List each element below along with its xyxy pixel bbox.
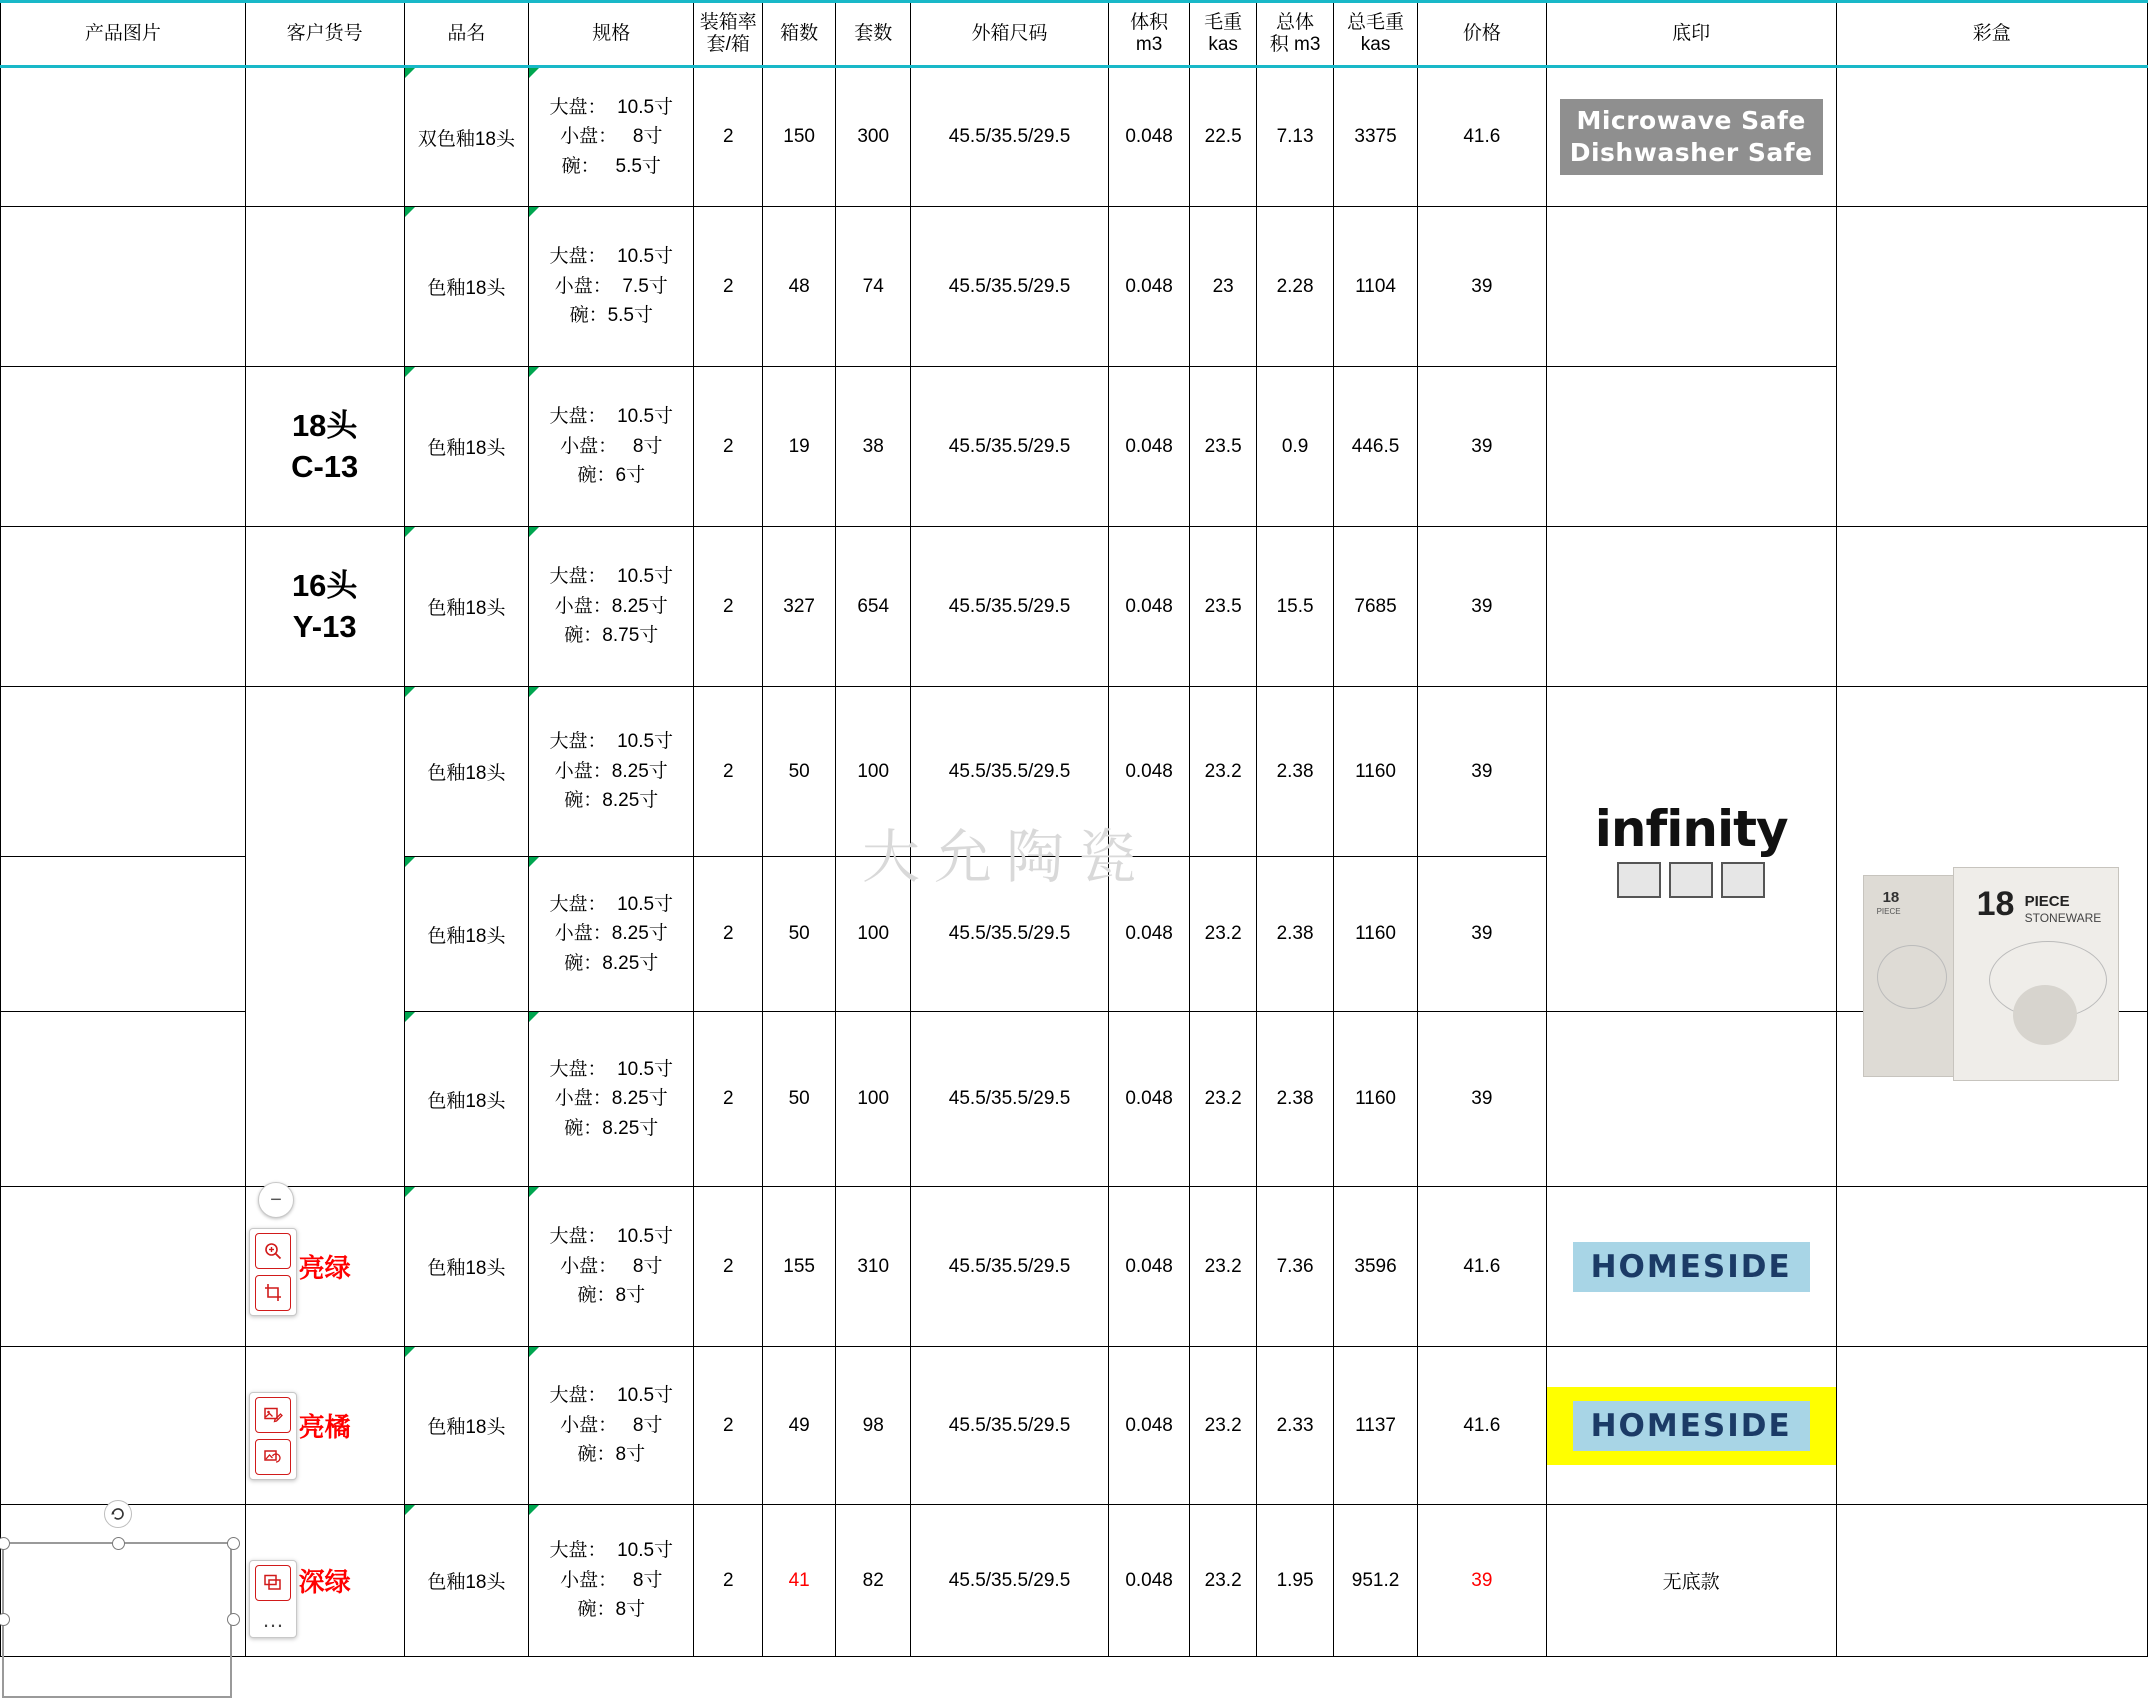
volume-cell[interactable]: 0.048: [1108, 207, 1190, 367]
carton-size-cell[interactable]: 45.5/35.5/29.5: [911, 687, 1109, 857]
carton-size-cell[interactable]: 45.5/35.5/29.5: [911, 367, 1109, 527]
customer-code-cell[interactable]: [245, 527, 404, 687]
crop-button[interactable]: [255, 1275, 291, 1311]
replace-picture-button[interactable]: [255, 1439, 291, 1475]
homeside-logo: HOMESIDE: [1573, 1242, 1810, 1292]
header-pack-rate-line1: 装箱率: [699, 12, 757, 34]
product-image-cell[interactable]: [1, 367, 246, 527]
total-gross-cell[interactable]: 3375: [1334, 67, 1418, 207]
product-image-cell[interactable]: [1, 1187, 246, 1347]
total-volume-cell[interactable]: 2.38: [1256, 687, 1333, 857]
bottom-print-cell[interactable]: [1546, 207, 1836, 367]
product-image-cell[interactable]: [1, 1012, 246, 1187]
cartons-cell[interactable]: 41: [763, 1505, 836, 1657]
total-gross-cell[interactable]: 7685: [1334, 527, 1418, 687]
pack-rate-cell[interactable]: 2: [694, 207, 763, 367]
total-gross-cell[interactable]: 951.2: [1334, 1505, 1418, 1657]
total-volume-cell[interactable]: 1.95: [1256, 1505, 1333, 1657]
total-volume-cell[interactable]: 2.28: [1256, 207, 1333, 367]
product-name-cell[interactable]: 色釉18头: [404, 1187, 529, 1347]
customer-code-cell[interactable]: [245, 367, 404, 527]
more-icon: …: [262, 1607, 284, 1633]
carton-size-cell[interactable]: 45.5/35.5/29.5: [911, 527, 1109, 687]
table-body: [1, 67, 2148, 1657]
price-cell[interactable]: 39: [1417, 1505, 1546, 1657]
price-cell[interactable]: 41.6: [1417, 1187, 1546, 1347]
product-name-cell[interactable]: 色釉18头: [404, 207, 529, 367]
rotate-icon: [110, 1506, 126, 1522]
microwave-safe-label: Microwave Safe Dishwasher Safe: [1560, 99, 1823, 175]
volume-cell[interactable]: 0.048: [1108, 1347, 1190, 1505]
gross-weight-cell[interactable]: 23.5: [1190, 527, 1257, 687]
customer-code-label: 亮橘: [298, 1412, 351, 1442]
bottom-print-cell[interactable]: [1546, 1187, 1836, 1347]
sets-cell[interactable]: 82: [836, 1505, 911, 1657]
total-volume-cell[interactable]: 2.33: [1256, 1347, 1333, 1505]
product-image-cell[interactable]: [1, 527, 246, 687]
header-pack-rate: [694, 2, 763, 67]
table-row[interactable]: [1, 367, 2148, 527]
customer-code-label: 亮绿: [298, 1253, 351, 1283]
customer-code-cell[interactable]: [245, 67, 404, 207]
dishwasher-icon: [1617, 862, 1661, 898]
product-name-cell[interactable]: 色釉18头: [404, 857, 529, 1012]
volume-cell[interactable]: 0.048: [1108, 527, 1190, 687]
cartons-cell[interactable]: 19: [763, 367, 836, 527]
header-total-volume: [1256, 2, 1333, 67]
spec-cell[interactable]: 大盘： 10.5寸 小盘： 8寸 碗：6寸: [529, 367, 694, 527]
zoom-in-button[interactable]: [255, 1233, 291, 1269]
bottom-print-cell[interactable]: [1546, 67, 1836, 207]
total-gross-cell[interactable]: 3596: [1334, 1187, 1418, 1347]
table-row[interactable]: [1, 527, 2148, 687]
gross-weight-cell[interactable]: 23.2: [1190, 1505, 1257, 1657]
table-row[interactable]: [1, 67, 2148, 207]
bottom-print-cell[interactable]: [1546, 1347, 1836, 1505]
volume-cell[interactable]: 0.048: [1108, 1012, 1190, 1187]
total-volume-cell[interactable]: 2.38: [1256, 857, 1333, 1012]
total-gross-cell[interactable]: 446.5: [1334, 367, 1418, 527]
cartons-cell[interactable]: 155: [763, 1187, 836, 1347]
total-gross-cell[interactable]: 1160: [1334, 1012, 1418, 1187]
total-gross-cell[interactable]: 1137: [1334, 1347, 1418, 1505]
copy-picture-button[interactable]: [255, 1565, 291, 1601]
total-volume-cell[interactable]: 15.5: [1256, 527, 1333, 687]
gross-weight-cell[interactable]: 23.2: [1190, 857, 1257, 1012]
homeside-logo: HOMESIDE: [1573, 1401, 1810, 1451]
header-row: [1, 2, 2148, 67]
total-gross-cell[interactable]: 1104: [1334, 207, 1418, 367]
header-total-volume-line2: 积 m3: [1269, 34, 1321, 55]
spec-cell[interactable]: 大盘： 10.5寸 小盘： 8寸 碗：8寸: [529, 1187, 694, 1347]
carton-size-cell[interactable]: 45.5/35.5/29.5: [911, 67, 1109, 207]
pack-rate-cell[interactable]: 2: [694, 1187, 763, 1347]
customer-code-label: 深绿: [298, 1567, 351, 1597]
sets-cell[interactable]: 300: [836, 67, 911, 207]
total-volume-cell[interactable]: 7.36: [1256, 1187, 1333, 1347]
sets-cell[interactable]: 310: [836, 1187, 911, 1347]
volume-cell[interactable]: 0.048: [1108, 687, 1190, 857]
product-name-cell[interactable]: 色釉18头: [404, 367, 529, 527]
volume-cell[interactable]: 0.048: [1108, 1187, 1190, 1347]
sets-cell[interactable]: 100: [836, 687, 911, 857]
copy-picture-icon: [263, 1573, 283, 1593]
color-box-cell[interactable]: [1836, 1505, 2147, 1657]
bottom-print-cell[interactable]: [1546, 1012, 1836, 1187]
sets-cell[interactable]: 74: [836, 207, 911, 367]
gross-weight-cell[interactable]: 23: [1190, 207, 1257, 367]
carton-size-cell[interactable]: 45.5/35.5/29.5: [911, 1505, 1109, 1657]
product-name-cell[interactable]: 色釉18头: [404, 1012, 529, 1187]
price-cell[interactable]: 41.6: [1417, 67, 1546, 207]
header-carton-size: 外箱尺码: [911, 2, 1109, 67]
color-box-cell[interactable]: [1836, 527, 2147, 687]
sets-cell[interactable]: 654: [836, 527, 911, 687]
microwave-icon: [1721, 862, 1765, 898]
selection-handle-tc[interactable]: [112, 1537, 125, 1550]
customer-code-cell[interactable]: [245, 207, 404, 367]
color-box-cell[interactable]: [1836, 207, 2147, 527]
total-gross-cell[interactable]: 1160: [1334, 857, 1418, 1012]
spec-cell[interactable]: 大盘： 10.5寸 小盘：8.25寸 碗：8.75寸: [529, 527, 694, 687]
product-image-cell[interactable]: [1, 1505, 246, 1657]
infinity-logo: infinity: [1594, 800, 1788, 858]
header-customer-code: 客户货号: [245, 2, 404, 67]
header-gross-line2: kas: [1208, 34, 1238, 55]
image-toolbar-selected[interactable]: [249, 1560, 297, 1638]
header-gross-line1: 毛重: [1204, 12, 1243, 34]
total-volume-cell[interactable]: 0.9: [1256, 367, 1333, 527]
price-cell[interactable]: 39: [1417, 367, 1546, 527]
zoom-in-icon: [263, 1241, 283, 1261]
pack-rate-cell[interactable]: 2: [694, 857, 763, 1012]
cartons-cell[interactable]: 150: [763, 67, 836, 207]
selection-handle-tr[interactable]: [227, 1537, 240, 1550]
pack-rate-cell[interactable]: 2: [694, 1347, 763, 1505]
header-bottom-print: 底印: [1546, 2, 1836, 67]
product-name-cell[interactable]: 色釉18头: [404, 687, 529, 857]
header-price: 价格: [1417, 2, 1546, 67]
image-toolbar-lower[interactable]: [249, 1392, 297, 1480]
bottom-print-cell[interactable]: 无底款: [1546, 1505, 1836, 1657]
cartons-cell[interactable]: 49: [763, 1347, 836, 1505]
product-image-cell[interactable]: [1, 67, 246, 207]
price-cell[interactable]: 39: [1417, 857, 1546, 1012]
table-row[interactable]: [1, 1347, 2148, 1505]
header-spec: 规格: [529, 2, 694, 67]
pack-rate-cell[interactable]: 2: [694, 67, 763, 207]
header-sets: 套数: [836, 2, 911, 67]
spec-cell[interactable]: 大盘： 10.5寸 小盘：8.25寸 碗：8.25寸: [529, 687, 694, 857]
minus-icon: −: [270, 1189, 282, 1211]
price-cell[interactable]: 39: [1417, 527, 1546, 687]
bottom-print-cell[interactable]: [1546, 527, 1836, 687]
spec-cell[interactable]: 大盘： 10.5寸 小盘： 8寸 碗：8寸: [529, 1505, 694, 1657]
customer-code-line2: C-13: [291, 448, 359, 484]
more-options-button[interactable]: [262, 1607, 284, 1633]
sets-cell[interactable]: 38: [836, 367, 911, 527]
carton-size-cell[interactable]: 45.5/35.5/29.5: [911, 1187, 1109, 1347]
cartons-cell[interactable]: 50: [763, 857, 836, 1012]
price-cell[interactable]: 39: [1417, 1012, 1546, 1187]
product-name-cell[interactable]: 色釉18头: [404, 527, 529, 687]
table-row[interactable]: [1, 687, 2148, 857]
product-image-cell[interactable]: [1, 687, 246, 857]
header-volume-line2: m3: [1135, 34, 1163, 55]
color-box-cell[interactable]: 18 PIECE 18 PIECE STONEWARE: [1836, 687, 2147, 1012]
volume-cell[interactable]: 0.048: [1108, 67, 1190, 207]
header-total-gross: [1334, 2, 1418, 67]
spec-cell[interactable]: 大盘： 10.5寸 小盘：8.25寸 碗：8.25寸: [529, 857, 694, 1012]
homeside-yellow-band: [1547, 1387, 1836, 1465]
header-volume: [1108, 2, 1190, 67]
product-image-cell[interactable]: [1, 857, 246, 1012]
table-row[interactable]: [1, 1187, 2148, 1347]
price-cell[interactable]: 39: [1417, 207, 1546, 367]
product-image-cell[interactable]: [1, 1347, 246, 1505]
product-name-cell[interactable]: 色釉18头: [404, 1347, 529, 1505]
cartons-cell[interactable]: 50: [763, 1012, 836, 1187]
color-box-cell[interactable]: [1836, 1347, 2147, 1505]
customer-code-line2: Y-13: [292, 608, 357, 644]
pack-rate-cell[interactable]: 2: [694, 687, 763, 857]
cartons-cell[interactable]: 50: [763, 687, 836, 857]
sets-cell[interactable]: 100: [836, 1012, 911, 1187]
cartons-cell[interactable]: 327: [763, 527, 836, 687]
total-gross-cell[interactable]: 1160: [1334, 687, 1418, 857]
watermark: 大允陶瓷: [862, 823, 1151, 891]
table-header: [1, 2, 2148, 67]
price-cell[interactable]: 39: [1417, 687, 1546, 857]
spec-cell[interactable]: 大盘： 10.5寸 小盘： 7.5寸 碗：5.5寸: [529, 207, 694, 367]
spec-cell[interactable]: 大盘： 10.5寸 小盘： 8寸 碗：8寸: [529, 1347, 694, 1505]
header-pack-rate-line2: 套/箱: [706, 34, 750, 55]
product-name-cell[interactable]: 色釉18头: [404, 1505, 529, 1657]
price-cell[interactable]: 41.6: [1417, 1347, 1546, 1505]
gross-weight-cell[interactable]: 23.5: [1190, 367, 1257, 527]
selection-handle-mr[interactable]: [227, 1613, 240, 1626]
gross-weight-cell[interactable]: 23.2: [1190, 687, 1257, 857]
pack-rate-cell[interactable]: 2: [694, 1505, 763, 1657]
product-name-cell[interactable]: 双色釉18头: [404, 67, 529, 207]
volume-cell[interactable]: 0.048: [1108, 367, 1190, 527]
spec-cell[interactable]: 大盘： 10.5寸 小盘： 8寸 碗： 5.5寸: [529, 67, 694, 207]
pack-rate-cell[interactable]: 2: [694, 1012, 763, 1187]
total-volume-cell[interactable]: 7.13: [1256, 67, 1333, 207]
carton-size-cell[interactable]: 45.5/35.5/29.5: [911, 1012, 1109, 1187]
header-product-name: 品名: [404, 2, 529, 67]
carton-size-cell[interactable]: 45.5/35.5/29.5: [911, 207, 1109, 367]
customer-code-line1: 16头: [291, 568, 358, 604]
pack-rate-cell[interactable]: 2: [694, 367, 763, 527]
gross-weight-cell[interactable]: 23.2: [1190, 1187, 1257, 1347]
header-product-image: 产品图片: [1, 2, 246, 67]
header-total-gross-line1: 总毛重: [1347, 12, 1405, 34]
customer-code-line1: 18头: [291, 408, 358, 444]
header-gross-weight: [1190, 2, 1257, 67]
carton-size-cell[interactable]: 45.5/35.5/29.5: [911, 857, 1109, 1012]
crop-icon: [263, 1283, 283, 1303]
replace-picture-icon: [263, 1447, 283, 1467]
product-image-cell[interactable]: [1, 207, 246, 367]
image-toolbar-upper[interactable]: [249, 1228, 297, 1316]
header-total-volume-line1: 总体: [1276, 12, 1315, 34]
cartons-cell[interactable]: 48: [763, 207, 836, 367]
color-box-cell[interactable]: [1836, 1187, 2147, 1347]
cutlery-icon: [1669, 862, 1713, 898]
gross-weight-cell[interactable]: 23.2: [1190, 1347, 1257, 1505]
customer-code-cell[interactable]: [245, 687, 404, 1187]
header-total-gross-line2: kas: [1360, 34, 1391, 55]
sets-cell[interactable]: 100: [836, 857, 911, 1012]
table-row-selected[interactable]: [1, 1505, 2148, 1657]
table-row[interactable]: [1, 207, 2148, 367]
header-cartons: 箱数: [763, 2, 836, 67]
volume-cell[interactable]: 0.048: [1108, 1505, 1190, 1657]
bottom-print-cell[interactable]: [1546, 687, 1836, 1012]
pack-rate-cell[interactable]: 2: [694, 527, 763, 687]
edit-picture-icon: [263, 1405, 283, 1425]
bottom-print-cell[interactable]: [1546, 367, 1836, 527]
sets-cell[interactable]: 98: [836, 1347, 911, 1505]
gross-weight-cell[interactable]: 23.2: [1190, 1012, 1257, 1187]
total-volume-cell[interactable]: 2.38: [1256, 1012, 1333, 1187]
spec-cell[interactable]: 大盘： 10.5寸 小盘：8.25寸 碗：8.25寸: [529, 1012, 694, 1187]
collapse-button[interactable]: [258, 1182, 294, 1218]
gross-weight-cell[interactable]: 22.5: [1190, 67, 1257, 207]
header-color-box: 彩盒: [1836, 2, 2147, 67]
carton-size-cell[interactable]: 45.5/35.5/29.5: [911, 1347, 1109, 1505]
color-box-cell[interactable]: [1836, 67, 2147, 207]
rotate-handle[interactable]: [104, 1500, 132, 1528]
header-volume-line1: 体积: [1130, 12, 1169, 34]
care-symbols: [1617, 862, 1765, 898]
volume-cell[interactable]: 0.048: [1108, 857, 1190, 1012]
edit-picture-button[interactable]: [255, 1397, 291, 1433]
